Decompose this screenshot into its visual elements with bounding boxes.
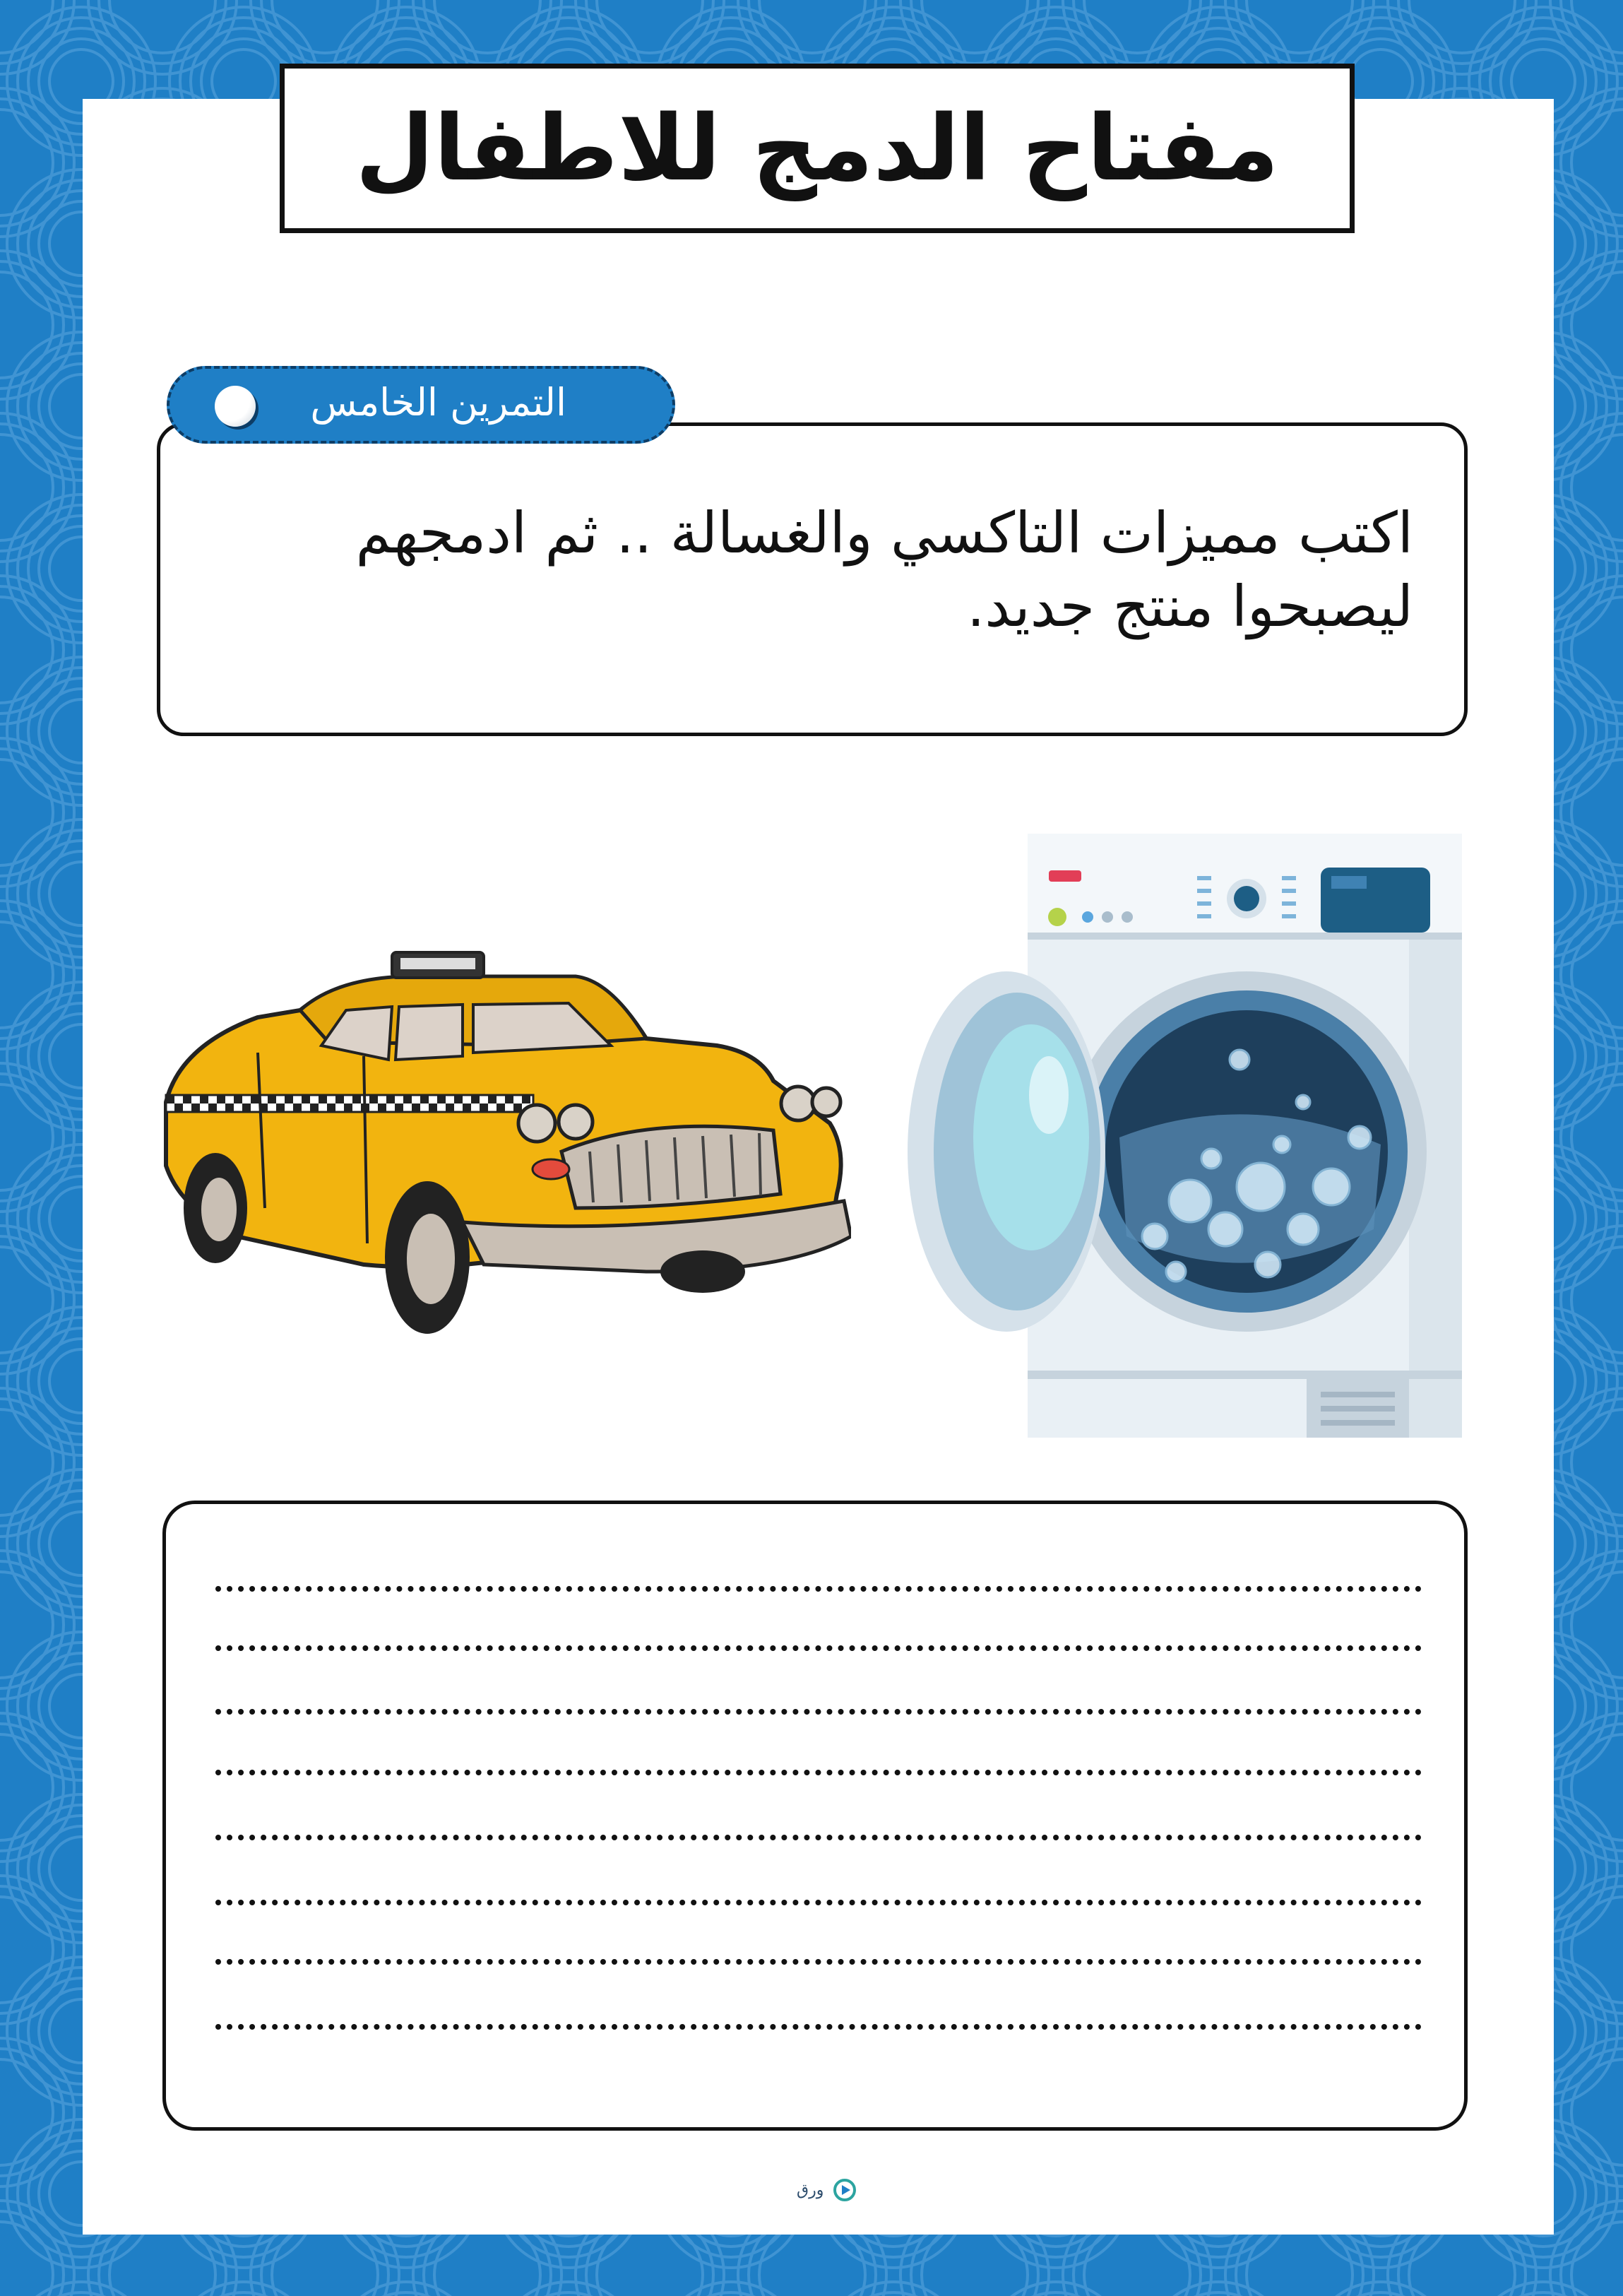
answer-line[interactable] [215, 1900, 1422, 1905]
title-box [280, 64, 1355, 233]
washing-machine-image [908, 834, 1466, 1441]
bullet-icon [215, 386, 256, 427]
answer-line[interactable] [215, 1835, 1422, 1840]
answer-line[interactable] [215, 1709, 1422, 1715]
instruction-text: اكتب مميزات التاكسي والغسالة .. ثم ادمجهم ليصبحوا منتج جديد. [355, 500, 1413, 639]
page-title: مفتاح الدمج للاطفال [355, 95, 1279, 201]
exercise-tab [167, 366, 675, 444]
answer-line[interactable] [215, 2024, 1422, 2030]
answer-line[interactable] [215, 1959, 1422, 1965]
answer-line[interactable] [215, 1645, 1422, 1651]
instruction-box [157, 422, 1468, 736]
answer-box[interactable] [162, 1501, 1468, 2131]
answer-line[interactable] [215, 1770, 1422, 1775]
taxi-image [152, 940, 851, 1349]
exercise-label: التمرين الخامس [310, 380, 566, 425]
svg-text:ورق: ورق [797, 2182, 824, 2199]
logo [795, 2172, 860, 2208]
answer-line[interactable] [215, 1586, 1422, 1592]
